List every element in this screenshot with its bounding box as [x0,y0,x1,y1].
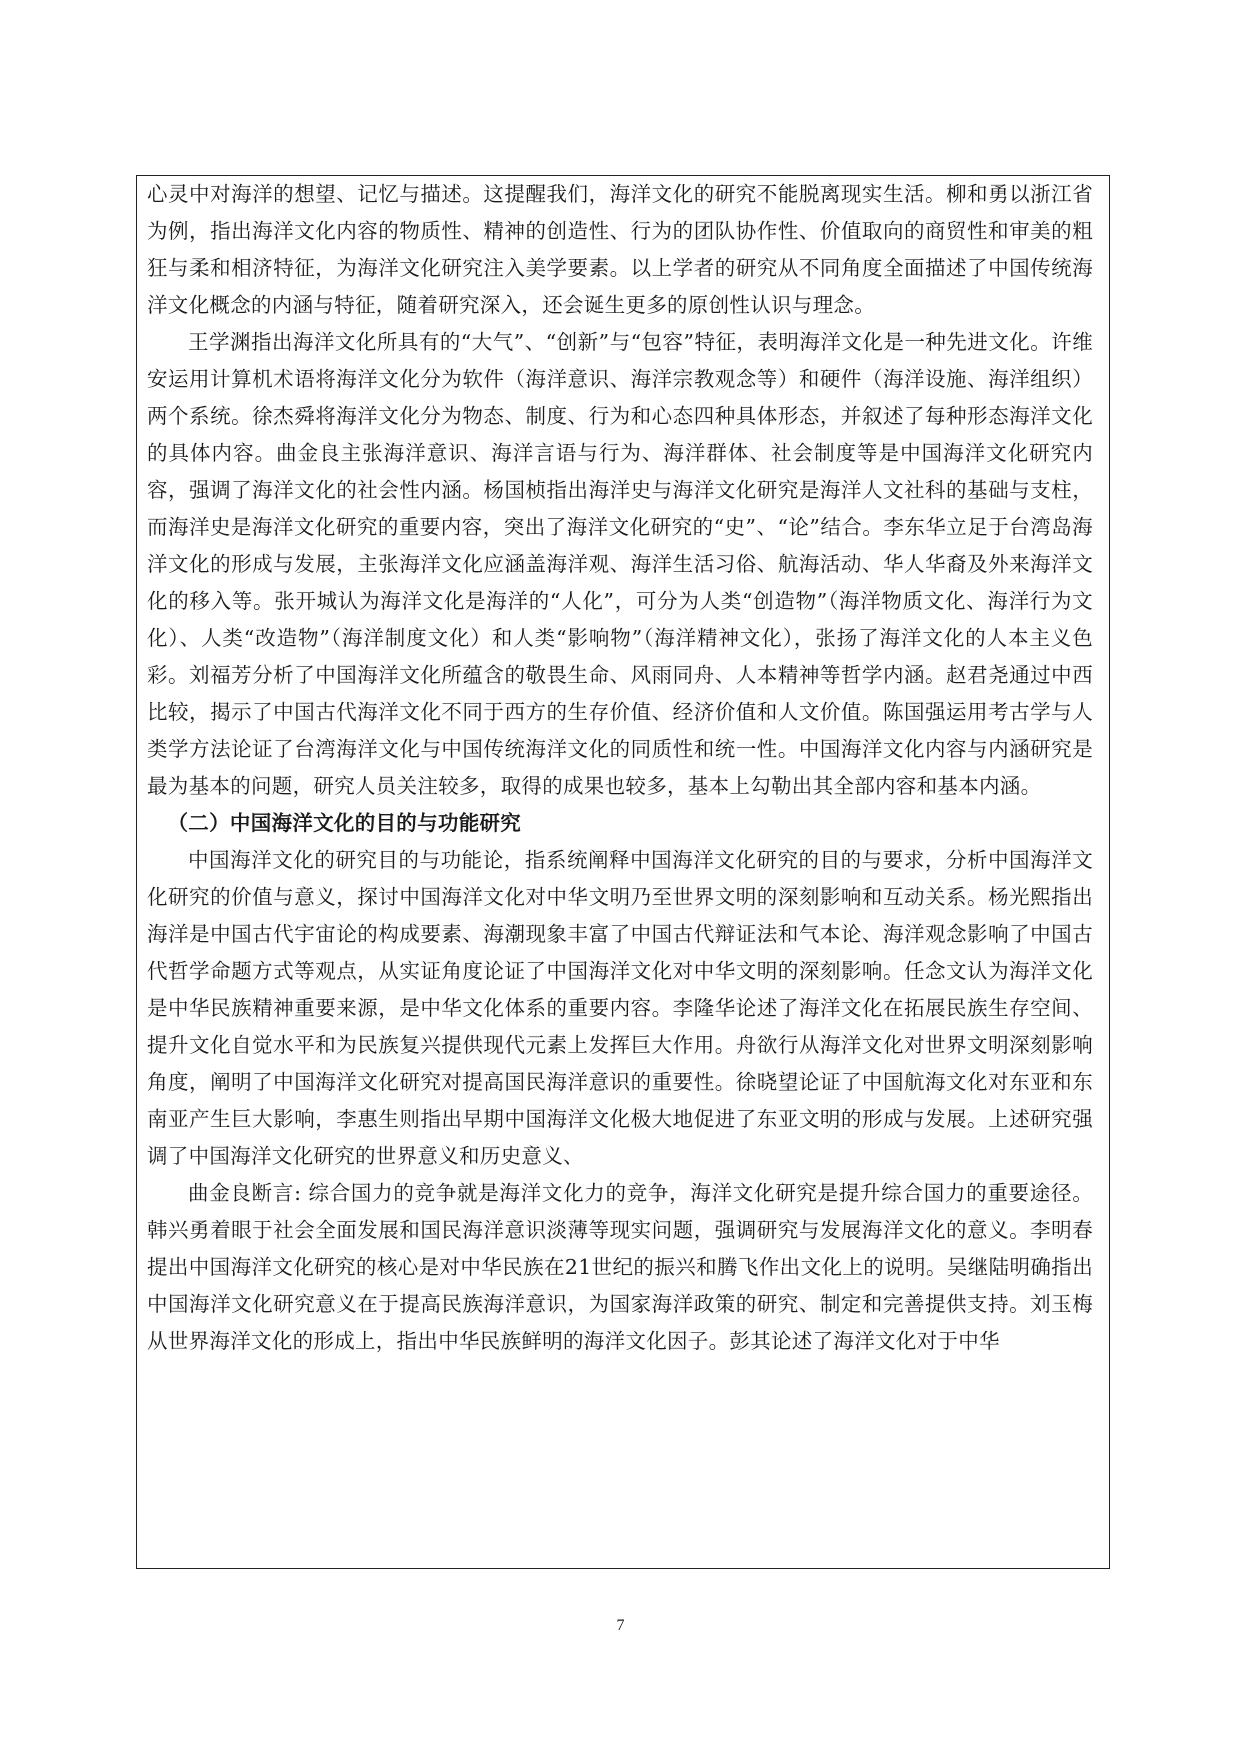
paragraph-1: 心灵中对海洋的想望、记忆与描述。这提醒我们，海洋文化的研究不能脱离现实生活。柳和勇以浙江省为例，指出海洋文化内容的物质性、精神的创造性、行为的团队协作性、价值取向的商贸性和审美的粗狂与柔和相济特征，为海洋文化研究注入美学要素。以上学者的研究从不同角度全面描述了中国传统海洋文化概念的内涵与特征，随着研究深入，还会诞生更多的原创性认识与理念。 [147,182,1093,317]
content-frame [136,175,1110,1569]
page-number: 7 [616,1617,625,1634]
paragraph-4: 曲金良断言: 综合国力的竞争就是海洋文化力的竞争，海洋文化研究是提升综合国力的重要途径。韩兴勇着眼于社会全面发展和国民海洋意识淡薄等现实问题，强调研究与发展海洋文化的意义。李明春提出中国海洋文化研究的核心是对中华民族在21世纪的振兴和腾飞作出文化上的说明。吴继陆明确指出中国海洋文化研究意义在于提高民族海洋意识，为国家海洋政策的研究、制定和完善提供支持。刘玉梅从世界海洋文化的形成上，指出中华民族鲜明的海洋文化因子。彭其论述了海洋文化对于中华 [147,1181,1093,1353]
section-heading: （二）中国海洋文化的目的与功能研究 [167,811,522,835]
document-body [147,176,1093,1360]
paragraph-2: 王学渊指出海洋文化所具有的“大气”、“创新”与“包容”特征，表明海洋文化是一种先进文化。许维安运用计算机术语将海洋文化分为软件（海洋意识、海洋宗教观念等）和硬件（海洋设施、海洋组织）两个系统。徐杰舜将海洋文化分为物态、制度、行为和心态四种具体形态，并叙述了每种形态海洋文化的具体内容。曲金良主张海洋意识、海洋言语与行为、海洋群体、社会制度等是中国海洋文化研究内容，强调了海洋文化的社会性内涵。杨国桢指出海洋史与海洋文化研究是海洋人文社科的基础与支柱，而海洋史是海洋文化研究的重要内容，突出了海洋文化研究的“史”、“论”结合。李东华立足于台湾岛海洋文化的形成与发展，主张海洋文化应涵盖海洋观、海洋生活习俗、航海活动、华人华裔及外来海洋文化的移入等。张开城认为海洋文化是海洋的“人化”，可分为人类“创造物”（海洋物质文化、海洋行为文化）、人类“改造物”（海洋制度文化）和人类“影响物”（海洋精神文化），张扬了海洋文化的人本主义色彩。刘福芳分析了中国海洋文化所蕴含的敬畏生命、风雨同舟、人本精神等哲学内涵。赵君尧通过中西比较，揭示了中国古代海洋文化不同于西方的生存价值、经济价值和人文价值。陈国强运用考古学与人类学方法论证了台湾海洋文化与中国传统海洋文化的同质性和统一性。中国海洋文化内容与内涵研究是最为基本的问题，研究人员关注较多，取得的成果也较多，基本上勾勒出其全部内容和基本内涵。 [147,330,1093,798]
paragraph-3: 中国海洋文化的研究目的与功能论，指系统阐释中国海洋文化研究的目的与要求，分析中国海洋文化研究的价值与意义，探讨中国海洋文化对中华文明乃至世界文明的深刻影响和互动关系。杨光熙指出海洋是中国古代宇宙论的构成要素、海潮现象丰富了中国古代辩证法和气本论、海洋观念影响了中国古代哲学命题方式等观点，从实证角度论证了中国海洋文化对中华文明的深刻影响。任念文认为海洋文化是中华民族精神重要来源，是中华文化体系的重要内容。李隆华论述了海洋文化在拓展民族生存空间、提升文化自觉水平和为民族复兴提供现代元素上发挥巨大作用。舟欲行从海洋文化对世界文明深刻影响角度，阐明了中国海洋文化研究对提高国民海洋意识的重要性。徐晓望论证了中国航海文化对东亚和东南亚产生巨大影响，李惠生则指出早期中国海洋文化极大地促进了东亚文明的形成与发展。上述研究强调了中国海洋文化研究的世界意义和历史意义、 [147,848,1093,1168]
